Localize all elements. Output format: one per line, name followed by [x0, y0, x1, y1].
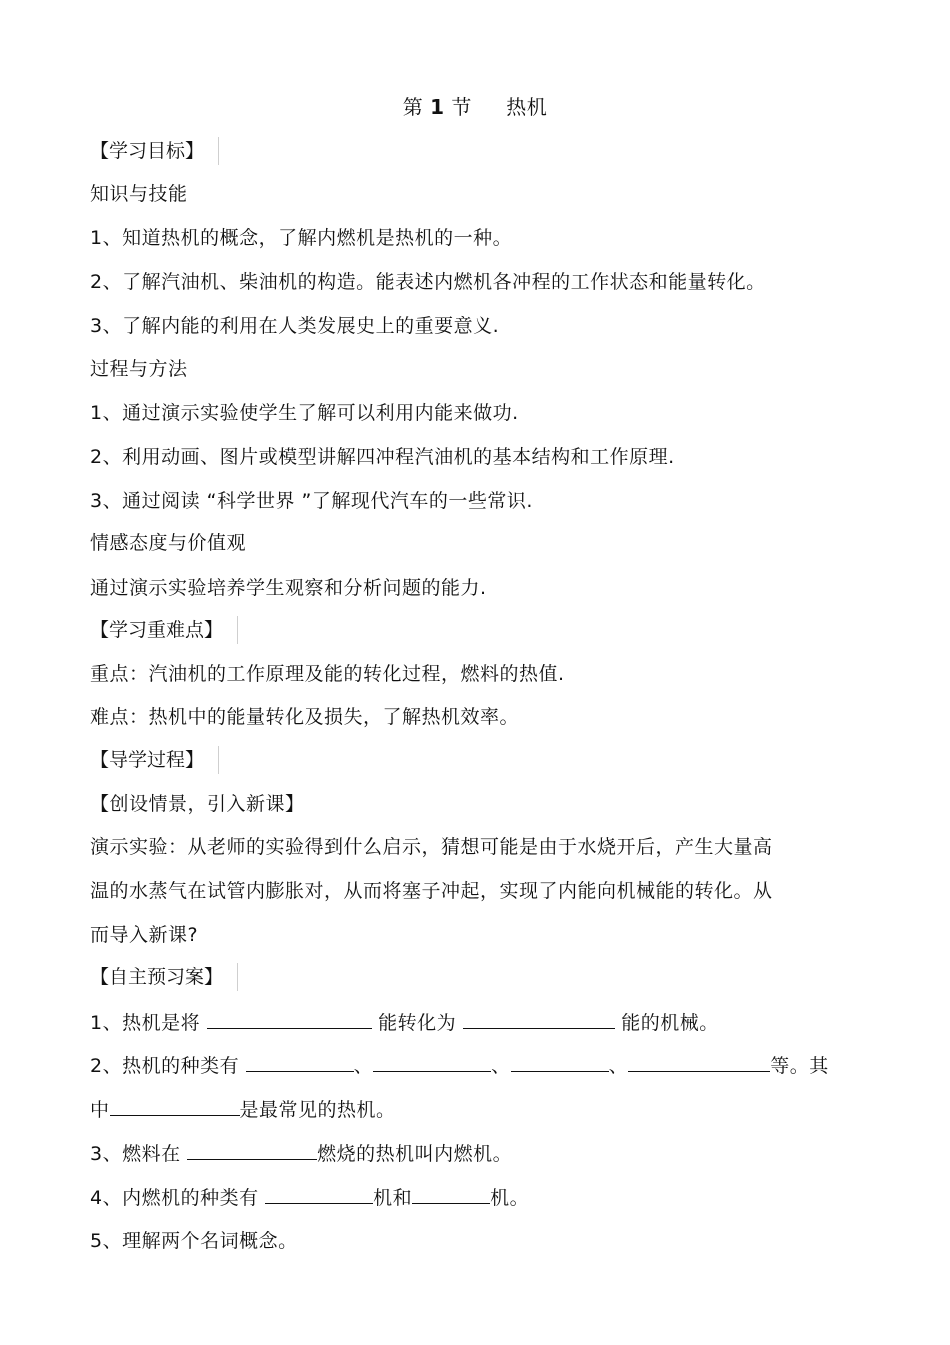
knowledge-item-1: 1、知道热机的概念，了解内燃机是热机的一种。 [90, 227, 513, 249]
answer-blank[interactable] [110, 1097, 240, 1116]
process-heading: 过程与方法 [90, 358, 188, 380]
section-scenario: 【创设情景，引入新课】 [90, 793, 305, 815]
knowledge-item-3: 3、了解内能的利用在人类发展史上的重要意义. [90, 315, 500, 337]
section-preview: 【自主预习案】 [90, 963, 238, 991]
q2-sep: 、 [353, 1055, 374, 1077]
answer-blank[interactable] [412, 1185, 490, 1204]
answer-blank[interactable] [373, 1053, 491, 1072]
q4-text-b: 机和 [373, 1187, 413, 1209]
key-difficult: 难点：热机中的能量转化及损失，了解热机效率。 [90, 706, 520, 728]
q2-text-a: 2、热机的种类有 [90, 1055, 246, 1077]
q4-text-c: 机。 [490, 1187, 530, 1209]
answer-blank[interactable] [511, 1053, 609, 1072]
q2b-text-b: 是最常见的热机。 [239, 1099, 396, 1121]
demo-line-1: 演示实验：从老师的实验得到什么启示，猜想可能是由于水烧开后，产生大量高 [90, 836, 773, 858]
question-4 [90, 1185, 529, 1210]
knowledge-heading: 知识与技能 [90, 183, 188, 205]
process-item-2: 2、利用动画、图片或模型讲解四冲程汽油机的基本结构和工作原理. [90, 446, 675, 468]
q2-sep: 、 [608, 1055, 629, 1077]
question-3 [90, 1141, 512, 1166]
title-number: 1 [430, 95, 445, 119]
section-goals: 【学习目标】 [90, 137, 219, 165]
q4-text-a: 4、内燃机的种类有 [90, 1187, 266, 1209]
answer-blank[interactable] [628, 1053, 770, 1072]
answer-blank[interactable] [265, 1185, 373, 1204]
process-item-1: 1、通过演示实验使学生了解可以利用内能来做功. [90, 402, 519, 424]
q3-text-b: 燃烧的热机叫内燃机。 [317, 1143, 513, 1165]
title-prefix: 第 [402, 95, 424, 119]
q2-text-end: 等。其 [770, 1055, 829, 1077]
page-title [0, 95, 950, 119]
question-2-cont [90, 1097, 396, 1122]
question-1 [90, 1010, 719, 1035]
key-important: 重点：汽油机的工作原理及能的转化过程，燃料的热值. [90, 663, 565, 685]
q1-text-c: 能的机械。 [614, 1012, 719, 1034]
question-2 [90, 1053, 829, 1078]
section-key-points: 【学习重难点】 [90, 616, 238, 644]
q3-text-a: 3、燃料在 [90, 1143, 188, 1165]
section-guide: 【导学过程】 [90, 746, 219, 774]
answer-blank[interactable] [207, 1010, 372, 1029]
q2b-text-a: 中 [90, 1099, 110, 1121]
knowledge-item-2: 2、了解汽油机、柴油机的构造。能表述内燃机各冲程的工作状态和能量转化。 [90, 271, 766, 293]
demo-line-3: 而导入新课? [90, 924, 199, 946]
title-name: 热机 [506, 95, 548, 119]
attitude-text: 通过演示实验培养学生观察和分析问题的能力. [90, 577, 487, 599]
demo-line-2: 温的水蒸气在试管内膨胀对，从而将塞子冲起，实现了内能向机械能的转化。从 [90, 880, 773, 902]
attitude-heading: 情感态度与价值观 [90, 532, 247, 554]
process-item-3: 3、通过阅读 “科学世界 ”了解现代汽车的一些常识. [90, 490, 533, 512]
answer-blank[interactable] [246, 1053, 354, 1072]
question-5: 5、理解两个名词概念。 [90, 1230, 298, 1252]
answer-blank[interactable] [463, 1010, 615, 1029]
title-suffix: 节 [451, 95, 472, 119]
answer-blank[interactable] [187, 1141, 317, 1160]
q2-sep: 、 [491, 1055, 511, 1077]
q1-text-b: 能转化为 [371, 1012, 463, 1034]
q1-text-a: 1、热机是将 [90, 1012, 207, 1034]
